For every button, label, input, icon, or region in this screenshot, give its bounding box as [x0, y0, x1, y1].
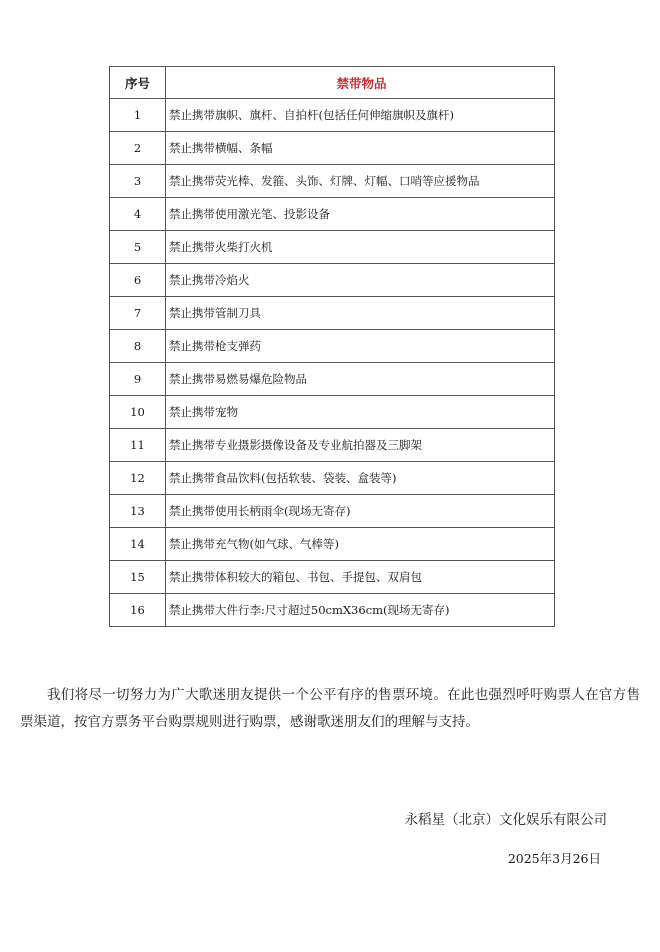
prohibited-items-table	[109, 66, 555, 627]
table-row	[110, 297, 555, 330]
row-number: 2	[110, 132, 166, 165]
table-row	[110, 198, 555, 231]
row-item: 禁止携带火柴打火机	[166, 231, 555, 264]
table-header-row	[110, 67, 555, 99]
row-number: 10	[110, 396, 166, 429]
table-row	[110, 363, 555, 396]
row-item: 禁止携带大件行李:尺寸超过50cmX36cm(现场无寄存)	[166, 594, 555, 627]
row-number: 7	[110, 297, 166, 330]
table-row	[110, 561, 555, 594]
notice-paragraph: 我们将尽一切努力为广大歌迷朋友提供一个公平有序的售票环境。在此也强烈呼吁购票人在官方售票渠道，按官方票务平台购票规则进行购票，感谢歌迷朋友们的理解与支持。	[20, 687, 640, 730]
row-item: 禁止携带体积较大的箱包、书包、手提包、双肩包	[166, 561, 555, 594]
row-item: 禁止携带食品饮料(包括软装、袋装、盒装等)	[166, 462, 555, 495]
table-row	[110, 528, 555, 561]
row-number: 11	[110, 429, 166, 462]
row-item: 禁止携带管制刀具	[166, 297, 555, 330]
table-row	[110, 495, 555, 528]
row-item: 禁止携带横幅、条幅	[166, 132, 555, 165]
row-number: 5	[110, 231, 166, 264]
row-item: 禁止携带冷焰火	[166, 264, 555, 297]
row-number: 8	[110, 330, 166, 363]
row-item: 禁止携带旗帜、旗杆、自拍杆(包括任何伸缩旗帜及旗杆)	[166, 99, 555, 132]
table-row	[110, 231, 555, 264]
row-item: 禁止携带宠物	[166, 396, 555, 429]
table-row	[110, 264, 555, 297]
company-name: 永稻星（北京）文化娱乐有限公司	[404, 812, 607, 828]
row-item: 禁止携带枪支弹药	[166, 330, 555, 363]
row-item: 禁止携带充气物(如气球、气棒等)	[166, 528, 555, 561]
table-row	[110, 594, 555, 627]
row-number: 12	[110, 462, 166, 495]
table-row	[110, 330, 555, 363]
row-number: 3	[110, 165, 166, 198]
row-item: 禁止携带荧光棒、发箍、头饰、灯牌、灯幅、口哨等应援物品	[166, 165, 555, 198]
row-number: 4	[110, 198, 166, 231]
table-row	[110, 462, 555, 495]
row-number: 9	[110, 363, 166, 396]
notice-date: 2025年3月26日	[507, 851, 601, 866]
row-number: 13	[110, 495, 166, 528]
header-number: 序号	[110, 67, 166, 99]
table-row	[110, 165, 555, 198]
row-number: 15	[110, 561, 166, 594]
table-row	[110, 429, 555, 462]
row-item: 禁止携带专业摄影摄像设备及专业航拍器及三脚架	[166, 429, 555, 462]
table-row	[110, 99, 555, 132]
table-row	[110, 396, 555, 429]
row-number: 14	[110, 528, 166, 561]
row-item: 禁止携带使用激光笔、投影设备	[166, 198, 555, 231]
table-row	[110, 132, 555, 165]
row-number: 1	[110, 99, 166, 132]
row-number: 16	[110, 594, 166, 627]
row-number: 6	[110, 264, 166, 297]
row-item: 禁止携带易燃易爆危险物品	[166, 363, 555, 396]
row-item: 禁止携带使用长柄雨伞(现场无寄存)	[166, 495, 555, 528]
header-prohibited-items: 禁带物品	[166, 67, 555, 99]
